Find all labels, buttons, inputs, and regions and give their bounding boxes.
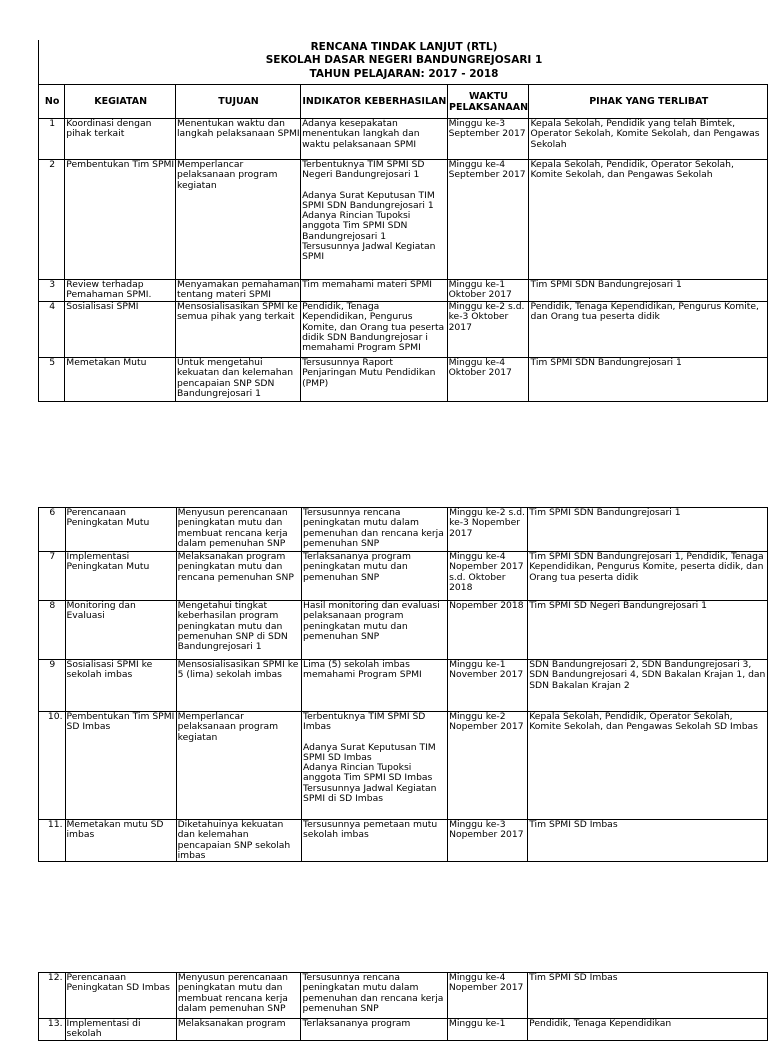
- row-waktu: Minggu ke-3 September 2017: [447, 119, 529, 160]
- row-no: 12.: [39, 973, 66, 1019]
- row-waktu: Minggu ke-1 Oktober 2017: [447, 280, 529, 302]
- row-no: 4: [39, 302, 65, 358]
- col-header-kegiatan: KEGIATAN: [65, 85, 176, 119]
- row-tujuan: Menyusun perencanaan peningkatan mutu dan membuat rencana kerja dalam pemenuhan SNP: [176, 508, 301, 552]
- row-kegiatan: Implementasi Peningkatan Mutu: [65, 552, 176, 601]
- row-kegiatan: Implementasi di sekolah: [65, 1019, 176, 1041]
- row-kegiatan: Sosialisasi SPMI: [65, 302, 176, 358]
- row-no: 3: [39, 280, 65, 302]
- academic-year: TAHUN PELAJARAN: 2017 - 2018: [309, 68, 499, 80]
- row-tujuan: Mengetahui tingkat keberhasilan program peningkatan mutu dan pemenuhan SNP di SDN Bandungrejosari 1: [176, 601, 301, 660]
- row-indikator: Terlaksananya program: [301, 1019, 447, 1041]
- row-kegiatan: Sosialisasi SPMI ke sekolah imbas: [65, 660, 176, 712]
- table-row: [39, 358, 768, 402]
- row-tujuan: Mensosialisasikan SPMI ke 5 (lima) sekolah imbas: [176, 660, 301, 712]
- row-no: 6: [39, 508, 66, 552]
- row-indikator: Tersusunnya rencana peningkatan mutu dalam pemenuhan dan rencana kerja pemenuhan SNP: [302, 508, 448, 552]
- row-indikator: Pendidik, Tenaga Kependidikan, Pengurus Komite, dan Orang tua peserta didik SDN Bandungrejosar i memahami Program SPMI: [301, 302, 448, 358]
- row-waktu: Minggu ke-3 Nopember 2017: [448, 820, 528, 862]
- table-row: [39, 712, 768, 820]
- row-pihak: Tim SPMI SD Imbas: [528, 973, 768, 1019]
- row-indikator: Tim memahami materi SPMI: [301, 280, 448, 302]
- row-indikator: Tersusunnya pemetaan mutu sekolah imbas: [302, 820, 448, 862]
- table-row: [39, 1019, 768, 1041]
- row-pihak: Tim SPMI SDN Bandungrejosari 1: [528, 508, 768, 552]
- row-waktu: Minggu ke-4 Nopember 2017: [447, 973, 527, 1019]
- row-tujuan: Menyusun perencanaan peningkatan mutu dan membuat rencana kerja dalam pemenuhan SNP: [176, 973, 301, 1019]
- row-no: 13.: [39, 1019, 66, 1041]
- row-indikator: Terbentuknya TIM SPMI SD Imbas Adanya Surat Keputusan TIM SPMI SD Imbas Adanya Rincian Tupoksi anggota Tim SPMI SD Imbas Tersusunnya Jadwal Kegiatan SPMI di SD Imbas: [302, 712, 448, 820]
- table-row: [39, 119, 768, 160]
- row-no: 2: [39, 160, 65, 280]
- row-pihak: Tim SPMI SD Negeri Bandungrejosari 1: [528, 601, 768, 660]
- document-header: [38, 40, 768, 84]
- row-no: 10.: [39, 712, 66, 820]
- row-kegiatan: Memetakan Mutu: [65, 358, 176, 402]
- row-kegiatan: Perencanaan Peningkatan SD Imbas: [65, 973, 176, 1019]
- rtl-table-part-1: [38, 84, 768, 402]
- table-row: [39, 160, 768, 280]
- row-waktu: Minggu ke-2 s.d. ke-3 Nopember 2017: [448, 508, 528, 552]
- col-header-no: No: [39, 85, 65, 119]
- row-kegiatan: Pembentukan Tim SPMI: [65, 160, 176, 280]
- row-indikator: Terlaksananya program peningkatan mutu dan pemenuhan SNP: [302, 552, 448, 601]
- row-pihak: Kepala Sekolah, Pendidik yang telah Bimtek, Operator Sekolah, Komite Sekolah, dan Pengawas Sekolah: [529, 119, 768, 160]
- row-tujuan: Memperlancar pelaksanaan program kegiatan: [176, 160, 301, 280]
- row-kegiatan: Perencanaan Peningkatan Mutu: [65, 508, 176, 552]
- row-kegiatan: Review terhadap Pemahaman SPMI.: [65, 280, 176, 302]
- row-no: 5: [39, 358, 65, 402]
- row-pihak: Pendidik, Tenaga Kependidikan, Pengurus Komite, dan Orang tua peserta didik: [529, 302, 768, 358]
- row-indikator: Lima (5) sekolah imbas memahami Program SPMI: [302, 660, 448, 712]
- row-indikator: Tersusunnya rencana peningkatan mutu dalam pemenuhan dan rencana kerja pemenuhan SNP: [301, 973, 447, 1019]
- row-pihak: Kepala Sekolah, Pendidik, Operator Sekolah, Komite Sekolah, dan Pengawas Sekolah SD Imbas: [528, 712, 768, 820]
- row-tujuan: Mensosialisasikan SPMI ke semua pihak yang terkait: [176, 302, 301, 358]
- row-pihak: Tim SPMI SDN Bandungrejosari 1: [529, 358, 768, 402]
- row-kegiatan: Monitoring dan Evaluasi: [65, 601, 176, 660]
- row-no: 7: [39, 552, 66, 601]
- row-waktu: Minggu ke-2 Nopember 2017: [448, 712, 528, 820]
- col-header-indikator: INDIKATOR KEBERHASILAN: [301, 85, 448, 119]
- col-header-pihak: PIHAK YANG TERLIBAT: [529, 85, 768, 119]
- row-pihak: Tim SPMI SDN Bandungrejosari 1, Pendidik, Tenaga Kependidikan, Pengurus Komite, peserta didik, dan Orang tua peserta didik: [528, 552, 768, 601]
- row-indikator: Adanya kesepakatan menentukan langkah dan waktu pelaksanaan SPMI: [301, 119, 448, 160]
- table-row: [39, 302, 768, 358]
- row-waktu: Minggu ke-1: [447, 1019, 527, 1041]
- col-header-tujuan: TUJUAN: [176, 85, 301, 119]
- row-tujuan: Diketahuinya kekuatan dan kelemahan pencapaian SNP sekolah imbas: [176, 820, 301, 862]
- rtl-table-part-3: [38, 972, 768, 1041]
- row-tujuan: Memperlancar pelaksanaan program kegiatan: [176, 712, 301, 820]
- row-waktu: Minggu ke-4 Oktober 2017: [447, 358, 529, 402]
- row-waktu: Minggu ke-1 November 2017: [448, 660, 528, 712]
- row-pihak: Tim SPMI SDN Bandungrejosari 1: [529, 280, 768, 302]
- row-waktu: Minggu ke-4 September 2017: [447, 160, 529, 280]
- row-tujuan: Melaksanakan program peningkatan mutu dan rencana pemenuhan SNP: [176, 552, 301, 601]
- table-header-row: [39, 85, 768, 119]
- table-row: [39, 280, 768, 302]
- doc-title: RENCANA TINDAK LANJUT (RTL): [310, 41, 498, 53]
- row-kegiatan: Pembentukan Tim SPMI SD Imbas: [65, 712, 176, 820]
- row-kegiatan: Koordinasi dengan pihak terkait: [65, 119, 176, 160]
- row-tujuan: Melaksanakan program: [176, 1019, 301, 1041]
- school-name: SEKOLAH DASAR NEGERI BANDUNGREJOSARI 1: [265, 54, 543, 66]
- row-pihak: SDN Bandungrejosari 2, SDN Bandungrejosari 3, SDN Bandungrejosari 4, SDN Bakalan Krajan 1, dan SDN Bakalan Krajan 2: [528, 660, 768, 712]
- table-row: [39, 660, 768, 712]
- row-waktu: Minggu ke-4 Nopember 2017 s.d. Oktober 2018: [448, 552, 528, 601]
- row-no: 8: [39, 601, 66, 660]
- col-header-waktu: WAKTU PELAKSANAAN: [447, 85, 529, 119]
- row-tujuan: Untuk mengetahui kekuatan dan kelemahan pencapaian SNP SDN Bandungrejosari 1: [176, 358, 301, 402]
- row-indikator: Hasil monitoring dan evaluasi pelaksanaan program peningkatan mutu dan pemenuhan SNP: [302, 601, 448, 660]
- row-kegiatan: Memetakan mutu SD imbas: [65, 820, 176, 862]
- row-indikator: Tersusunnya Raport Penjaringan Mutu Pendidikan (PMP): [301, 358, 448, 402]
- table-row: [39, 508, 768, 552]
- row-indikator: Terbentuknya TIM SPMI SD Negeri Bandungrejosari 1 Adanya Surat Keputusan TIM SPMI SDN Bandungrejosari 1 Adanya Rincian Tupoksi anggota Tim SPMI SDN Bandungrejosari 1 Tersusunnya Jadwal Kegiatan SPMI: [301, 160, 448, 280]
- row-waktu: Nopember 2018: [448, 601, 528, 660]
- row-pihak: Pendidik, Tenaga Kependidikan: [528, 1019, 768, 1041]
- row-no: 9: [39, 660, 66, 712]
- table-row: [39, 973, 768, 1019]
- rtl-table-part-2: [38, 507, 768, 862]
- row-pihak: Kepala Sekolah, Pendidik, Operator Sekolah, Komite Sekolah, dan Pengawas Sekolah: [529, 160, 768, 280]
- row-pihak: Tim SPMI SD Imbas: [528, 820, 768, 862]
- row-tujuan: Menyamakan pemahaman tentang materi SPMI: [177, 279, 300, 301]
- row-waktu: Minggu ke-2 s.d. ke-3 Oktober 2017: [447, 302, 529, 358]
- row-tujuan: Menentukan waktu dan langkah pelaksanaan SPMI: [176, 119, 301, 160]
- table-row: [39, 552, 768, 601]
- row-no: 11.: [39, 820, 66, 862]
- table-row: [39, 601, 768, 660]
- row-no: 1: [39, 119, 65, 160]
- table-row: [39, 820, 768, 862]
